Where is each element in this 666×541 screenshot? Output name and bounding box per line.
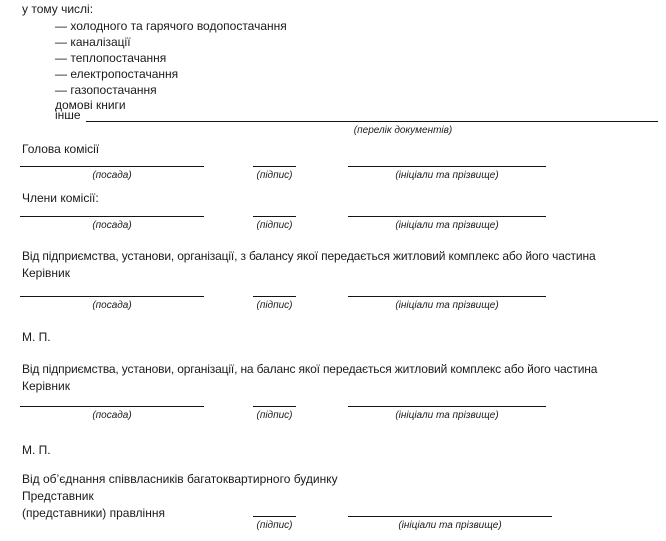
transferor-manager-title: Керівник — [22, 266, 70, 280]
name-blank-line — [348, 216, 546, 232]
name-blank-line — [348, 516, 552, 532]
name-blank-line — [348, 406, 546, 422]
signature-blank-line — [253, 216, 296, 232]
name-caption: (ініціали та прізвище) — [395, 300, 499, 311]
position-caption: (посада) — [92, 300, 132, 311]
seal-placeholder: М. П. — [22, 330, 51, 344]
signature-row-association — [0, 516, 666, 541]
name-blank-line — [348, 166, 546, 182]
other-field-row — [55, 108, 658, 122]
position-caption: (посада) — [92, 410, 132, 421]
utility-list-item: — холодного та гарячого водопостачання — [55, 19, 287, 33]
transferor-paragraph: Від підприємства, установи, організації, з балансу якої передається житловий комплекс або його частина — [22, 249, 596, 263]
commission-members-title: Члени комісії: — [22, 191, 99, 205]
signature-caption: (підпис) — [256, 520, 293, 531]
utility-list-item: — електропостачання — [55, 67, 179, 81]
signature-blank-line — [253, 516, 296, 532]
name-caption: (ініціали та прізвище) — [398, 520, 502, 531]
representatives-board-title: (представники) правління — [22, 506, 165, 520]
signature-row-commission-head — [0, 166, 666, 192]
signature-row-transferee-manager — [0, 406, 666, 432]
representative-title: Представник — [22, 489, 94, 503]
utility-list-item: — теплопостачання — [55, 51, 167, 65]
transferee-manager-title: Керівник — [22, 379, 70, 393]
position-signature-line — [20, 216, 204, 232]
name-caption: (ініціали та прізвище) — [395, 170, 499, 181]
name-blank-line — [348, 296, 546, 312]
seal-placeholder: М. П. — [22, 443, 51, 457]
signature-blank-line — [253, 296, 296, 312]
utilities-list — [55, 18, 287, 98]
signature-row-commission-members — [0, 216, 666, 242]
other-blank-line — [86, 108, 658, 122]
signature-caption: (підпис) — [256, 410, 293, 421]
name-caption: (ініціали та прізвище) — [395, 220, 499, 231]
utility-list-item: — каналізації — [55, 35, 131, 49]
included-heading: у тому числі: — [22, 2, 94, 16]
association-paragraph: Від об’єднання співвласників багатоквартирного будинку — [22, 472, 338, 486]
position-signature-line — [20, 296, 204, 312]
house-books-text: домові книги — [55, 98, 126, 112]
position-caption: (посада) — [92, 170, 132, 181]
other-label: інше — [55, 108, 81, 122]
position-signature-line — [20, 166, 204, 182]
signature-row-transferor-manager — [0, 296, 666, 322]
signature-blank-line — [253, 166, 296, 182]
utility-list-item: — газопостачання — [55, 83, 157, 97]
name-caption: (ініціали та прізвище) — [395, 410, 499, 421]
documents-list-caption: (перелік документів) — [353, 125, 453, 136]
commission-head-title: Голова комісії — [22, 142, 100, 156]
signature-blank-line — [253, 406, 296, 422]
position-signature-line — [20, 406, 204, 422]
signature-caption: (підпис) — [256, 300, 293, 311]
position-caption: (посада) — [92, 220, 132, 231]
signature-caption: (підпис) — [256, 220, 293, 231]
transferee-paragraph: Від підприємства, установи, організації, на баланс якої передається житловий комплекс або його частина — [22, 362, 598, 376]
signature-caption: (підпис) — [256, 170, 293, 181]
